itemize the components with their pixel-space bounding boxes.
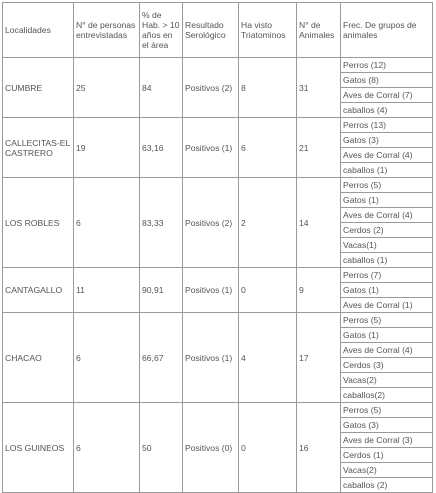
personas-cell: 6 [74, 313, 140, 403]
animal-group-cell: Gatos (1) [341, 193, 433, 208]
localidad-cell: CALLECITAS-EL CASTRERO [3, 118, 74, 178]
table-row [3, 313, 433, 328]
animal-group-cell: Cerdos (2) [341, 223, 433, 238]
triatominos-cell: 0 [239, 268, 297, 313]
table-row [3, 58, 433, 73]
animal-group-cell: Cerdos (1) [341, 448, 433, 463]
animales-cell: 21 [297, 118, 341, 178]
animal-group-cell: Perros (13) [341, 118, 433, 133]
hab-cell: 50 [140, 403, 183, 493]
serologico-cell: Positivos (1) [183, 313, 239, 403]
animal-group-cell: caballos(2) [341, 388, 433, 403]
localidad-cell: LOS GUINEOS [3, 403, 74, 493]
animal-group-cell: Aves de Corral (4) [341, 148, 433, 163]
personas-cell: 11 [74, 268, 140, 313]
serologico-cell: Positivos (2) [183, 178, 239, 268]
triatominos-cell: 0 [239, 403, 297, 493]
animal-group-cell: Gatos (3) [341, 418, 433, 433]
serologico-cell: Positivos (1) [183, 268, 239, 313]
animal-group-cell: Aves de Corral (1) [341, 298, 433, 313]
personas-cell: 19 [74, 118, 140, 178]
header-frec: Frec. De grupos de animales [341, 3, 433, 58]
animales-cell: 16 [297, 403, 341, 493]
survey-table [2, 2, 433, 493]
personas-cell: 25 [74, 58, 140, 118]
localidad-cell: LOS ROBLES [3, 178, 74, 268]
hab-cell: 90,91 [140, 268, 183, 313]
serologico-cell: Positivos (0) [183, 403, 239, 493]
hab-cell: 63,16 [140, 118, 183, 178]
header-row [3, 3, 433, 58]
header-animales: N° de Animales [297, 3, 341, 58]
personas-cell: 6 [74, 178, 140, 268]
localidad-cell: CUMBRE [3, 58, 74, 118]
animal-group-cell: Aves de Corral (7) [341, 88, 433, 103]
triatominos-cell: 2 [239, 178, 297, 268]
header-triatominos: Ha visto Triatominos [239, 3, 297, 58]
animal-group-cell: Perros (12) [341, 58, 433, 73]
table-row [3, 268, 433, 283]
serologico-cell: Positivos (1) [183, 118, 239, 178]
animal-group-cell: Gatos (1) [341, 283, 433, 298]
animal-group-cell: caballos (4) [341, 103, 433, 118]
animal-group-cell: Perros (5) [341, 178, 433, 193]
animal-group-cell: Vacas(1) [341, 238, 433, 253]
hab-cell: 66,67 [140, 313, 183, 403]
animal-group-cell: Aves de Corral (4) [341, 343, 433, 358]
animales-cell: 31 [297, 58, 341, 118]
animal-group-cell: Perros (7) [341, 268, 433, 283]
animal-group-cell: Cerdos (3) [341, 358, 433, 373]
animales-cell: 9 [297, 268, 341, 313]
animal-group-cell: Vacas(2) [341, 373, 433, 388]
triatominos-cell: 8 [239, 58, 297, 118]
animal-group-cell: Aves de Corral (3) [341, 433, 433, 448]
animal-group-cell: Gatos (3) [341, 133, 433, 148]
hab-cell: 83,33 [140, 178, 183, 268]
animal-group-cell: Aves de Corral (4) [341, 208, 433, 223]
table-row [3, 118, 433, 133]
header-hab: % de Hab. > 10 años en el área [140, 3, 183, 58]
animal-group-cell: caballos (1) [341, 163, 433, 178]
table-body [3, 58, 433, 493]
header-personas: N° de personas entrevistadas [74, 3, 140, 58]
animal-group-cell: Vacas(2) [341, 463, 433, 478]
animal-group-cell: caballos (2) [341, 478, 433, 493]
triatominos-cell: 6 [239, 118, 297, 178]
hab-cell: 84 [140, 58, 183, 118]
animal-group-cell: Perros (5) [341, 313, 433, 328]
triatominos-cell: 4 [239, 313, 297, 403]
localidad-cell: CHACAO [3, 313, 74, 403]
header-localidades: Localidades [3, 3, 74, 58]
animal-group-cell: Perros (5) [341, 403, 433, 418]
table-row [3, 403, 433, 418]
personas-cell: 6 [74, 403, 140, 493]
animal-group-cell: Gatos (1) [341, 328, 433, 343]
serologico-cell: Positivos (2) [183, 58, 239, 118]
header-serologico: Resultado Serológico [183, 3, 239, 58]
animales-cell: 14 [297, 178, 341, 268]
localidad-cell: CANTAGALLO [3, 268, 74, 313]
animal-group-cell: caballos (1) [341, 253, 433, 268]
animal-group-cell: Gatos (8) [341, 73, 433, 88]
animales-cell: 17 [297, 313, 341, 403]
table-row [3, 178, 433, 193]
